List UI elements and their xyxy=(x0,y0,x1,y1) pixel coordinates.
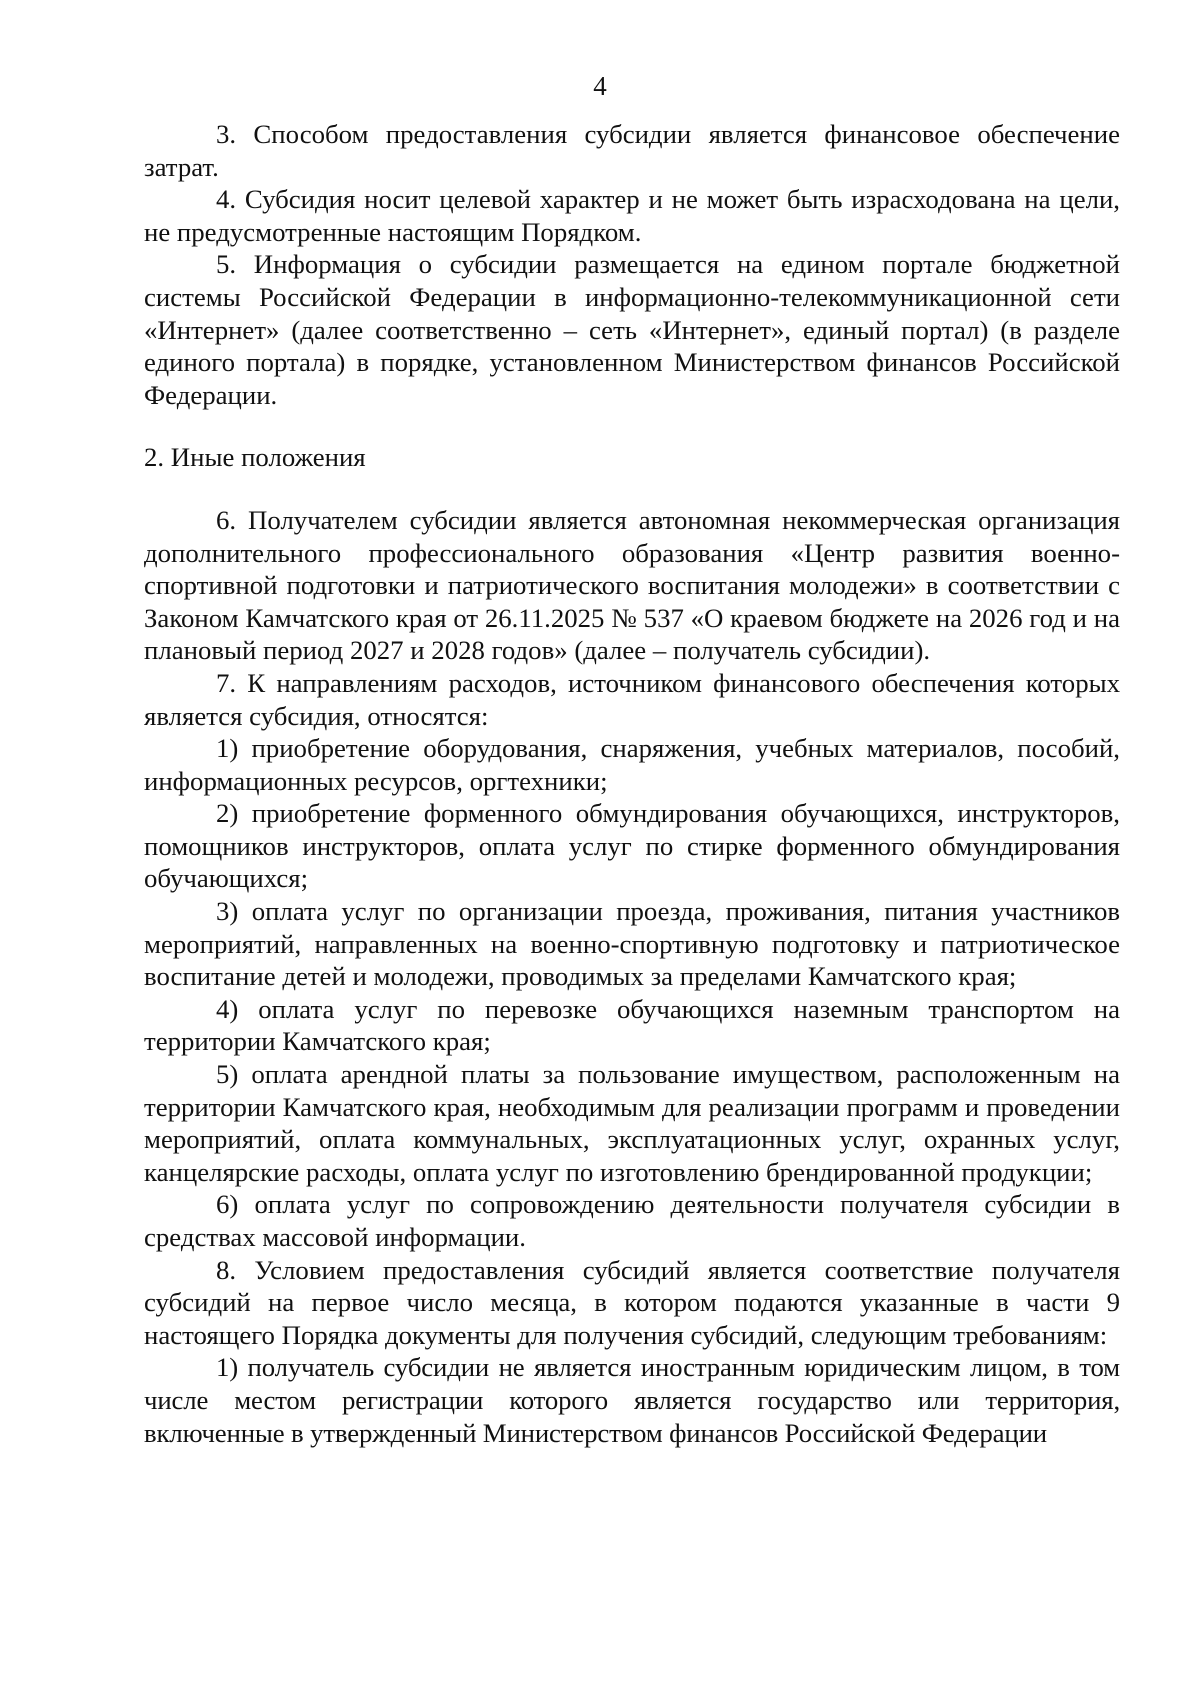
paragraph-6: 6. Получателем субсидии является автономная некоммерческая организация дополнительного профессионального образования «Центр развития военно-спортивной подготовки и патриотического воспитания молодежи» в соответствии с Законом Камчатского края от 26.11.2025 № 537 «О краевом бюджете на 2026 год и на плановый период 2027 и 2028 годов» (далее – получатель субсидии). xyxy=(144,504,1120,666)
paragraph-7: 7. К направлениям расходов, источником финансового обеспечения которых является субсидия, относятся: xyxy=(144,667,1120,731)
list-item-7-1: 1) приобретение оборудования, снаряжения, учебных материалов, пособий, информационных ресурсов, оргтехники; xyxy=(144,733,1120,796)
paragraph-8: 8. Условием предоставления субсидий является соответствие получателя субсидий на первое число месяца, в котором подаются указанные в части 9 настоящего Порядка документы для получения субсидий, следующим требованиям: xyxy=(144,1254,1120,1350)
section-heading: 2. Иные положения xyxy=(144,442,366,473)
list-item-7-2: 2) приобретение форменного обмундирования обучающихся, инструкторов, помощников инструкторов, оплата услуг по стирке форменного обмундирования обучающихся; xyxy=(144,798,1120,894)
paragraph-4: 4. Субсидия носит целевой характер и не может быть израсходована на цели, не предусмотренные настоящим Порядком. xyxy=(144,184,1120,247)
list-item-7-4: 4) оплата услуг по перевозке обучающихся наземным транспортом на территории Камчатского края; xyxy=(144,993,1120,1057)
list-item-7-5: 5) оплата арендной платы за пользование имуществом, расположенным на территории Камчатского края, необходимым для реализации программ и проведении мероприятий, оплата коммунальных, эксплуатационных услуг, охранных услуг, канцелярские расходы, оплата услуг по изготовлению брендированной продукции; xyxy=(144,1059,1120,1187)
document-body xyxy=(144,118,1120,1449)
paragraph-3: 3. Способом предоставления субсидии является финансовое обеспечение затрат. xyxy=(144,119,1120,182)
list-item-7-3: 3) оплата услуг по организации проезда, проживания, питания участников мероприятий, направленных на военно-спортивную подготовку и патриотическое воспитание детей и молодежи, проводимых за пределами Камчатского края; xyxy=(144,896,1120,992)
list-item-7-6: 6) оплата услуг по сопровождению деятельности получателя субсидии в средствах массовой информации. xyxy=(144,1189,1120,1252)
list-item-8-1: 1) получатель субсидии не является иностранным юридическим лицом, в том числе местом регистрации которого является государство или территория, включенные в утвержденный Министерством финансов Российской Федерации xyxy=(144,1352,1120,1448)
page-number: 4 xyxy=(593,71,607,101)
paragraph-5: 5. Информация о субсидии размещается на едином портале бюджетной системы Российской Федерации в информационно-телекоммуникационной сети «Интернет» (далее соответственно – сеть «Интернет», единый портал) (в разделе единого портала) в порядке, установленном Министерством финансов Российской Федерации. xyxy=(144,249,1120,410)
